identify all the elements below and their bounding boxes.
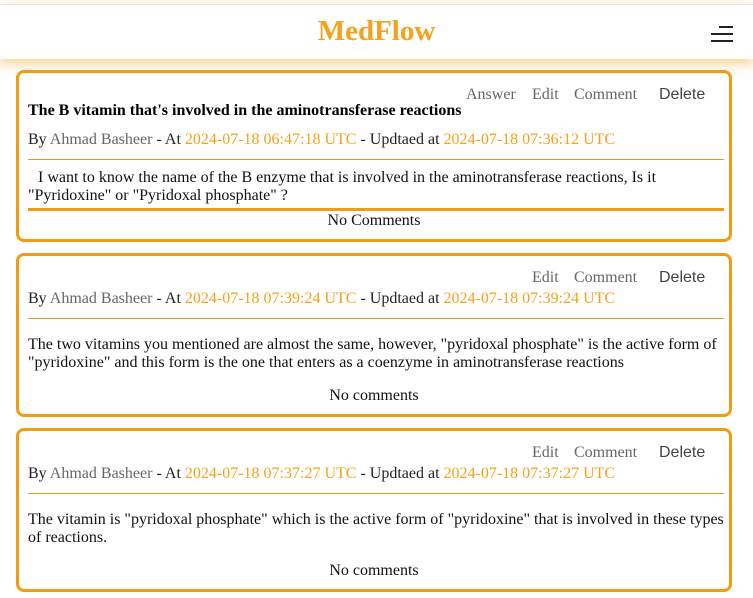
app-header (0, 4, 753, 59)
comments-status: No comments (329, 387, 419, 404)
answer-meta (28, 290, 615, 308)
author-name[interactable]: Ahmad Basheer (49, 131, 153, 148)
at-label: - At (156, 290, 181, 307)
at-label: - At (156, 131, 181, 148)
created-date: 2024-07-18 07:39:24 UTC (184, 290, 357, 307)
delete-button[interactable]: Delete (659, 86, 706, 103)
by-label: By (28, 290, 47, 307)
divider (28, 493, 724, 494)
updated-date: 2024-07-18 07:36:12 UTC (443, 131, 616, 148)
edit-button[interactable]: Edit (532, 269, 559, 286)
divider (28, 159, 724, 160)
delete-button[interactable]: Delete (659, 269, 706, 286)
answer-card (16, 428, 732, 592)
question-meta (28, 131, 615, 149)
updated-label: - Updtaed at (360, 465, 440, 482)
answer-body: The vitamin is "pyridoxal phosphate" which is the active form of "pyridoxine" that is involved in these types of reactions. (28, 511, 724, 546)
created-date: 2024-07-18 07:37:27 UTC (184, 465, 357, 482)
updated-date: 2024-07-18 07:39:24 UTC (443, 290, 616, 307)
updated-label: - Updtaed at (360, 290, 440, 307)
edit-button[interactable]: Edit (532, 86, 559, 103)
at-label: - At (156, 465, 181, 482)
author-name[interactable]: Ahmad Basheer (49, 290, 153, 307)
answer-card (16, 253, 732, 417)
comments-status: No comments (329, 562, 419, 579)
divider (28, 318, 724, 319)
comments-status: No Comments (327, 212, 421, 229)
question-card (16, 70, 732, 242)
answer-button[interactable]: Answer (466, 86, 516, 103)
answer-meta (28, 465, 615, 483)
divider (28, 208, 724, 211)
question-title: The B vitamin that's involved in the aminotransferase reactions (28, 102, 462, 119)
by-label: By (28, 131, 47, 148)
updated-label: - Updtaed at (360, 131, 440, 148)
author-name[interactable]: Ahmad Basheer (49, 465, 153, 482)
brand-logo[interactable]: MedFlow (317, 15, 436, 47)
created-date: 2024-07-18 06:47:18 UTC (184, 131, 357, 148)
by-label: By (28, 465, 47, 482)
comment-button[interactable]: Comment (574, 269, 638, 286)
delete-button[interactable]: Delete (659, 444, 706, 461)
answer-body: The two vitamins you mentioned are almost the same, however, "pyridoxal phosphate" is the active form of "pyridoxine" and this form is the one that enters as a coenzyme in aminotransferase reactions (28, 336, 717, 371)
comment-button[interactable]: Comment (574, 444, 638, 461)
edit-button[interactable]: Edit (532, 444, 559, 461)
updated-date: 2024-07-18 07:37:27 UTC (443, 465, 616, 482)
hamburger-icon[interactable] (711, 26, 733, 44)
comment-button[interactable]: Comment (574, 86, 638, 103)
question-body: I want to know the name of the B enzyme that is involved in the aminotransferase reactions, Is it "Pyridoxine" or "Pyridoxal phosphate" ? (28, 169, 657, 204)
